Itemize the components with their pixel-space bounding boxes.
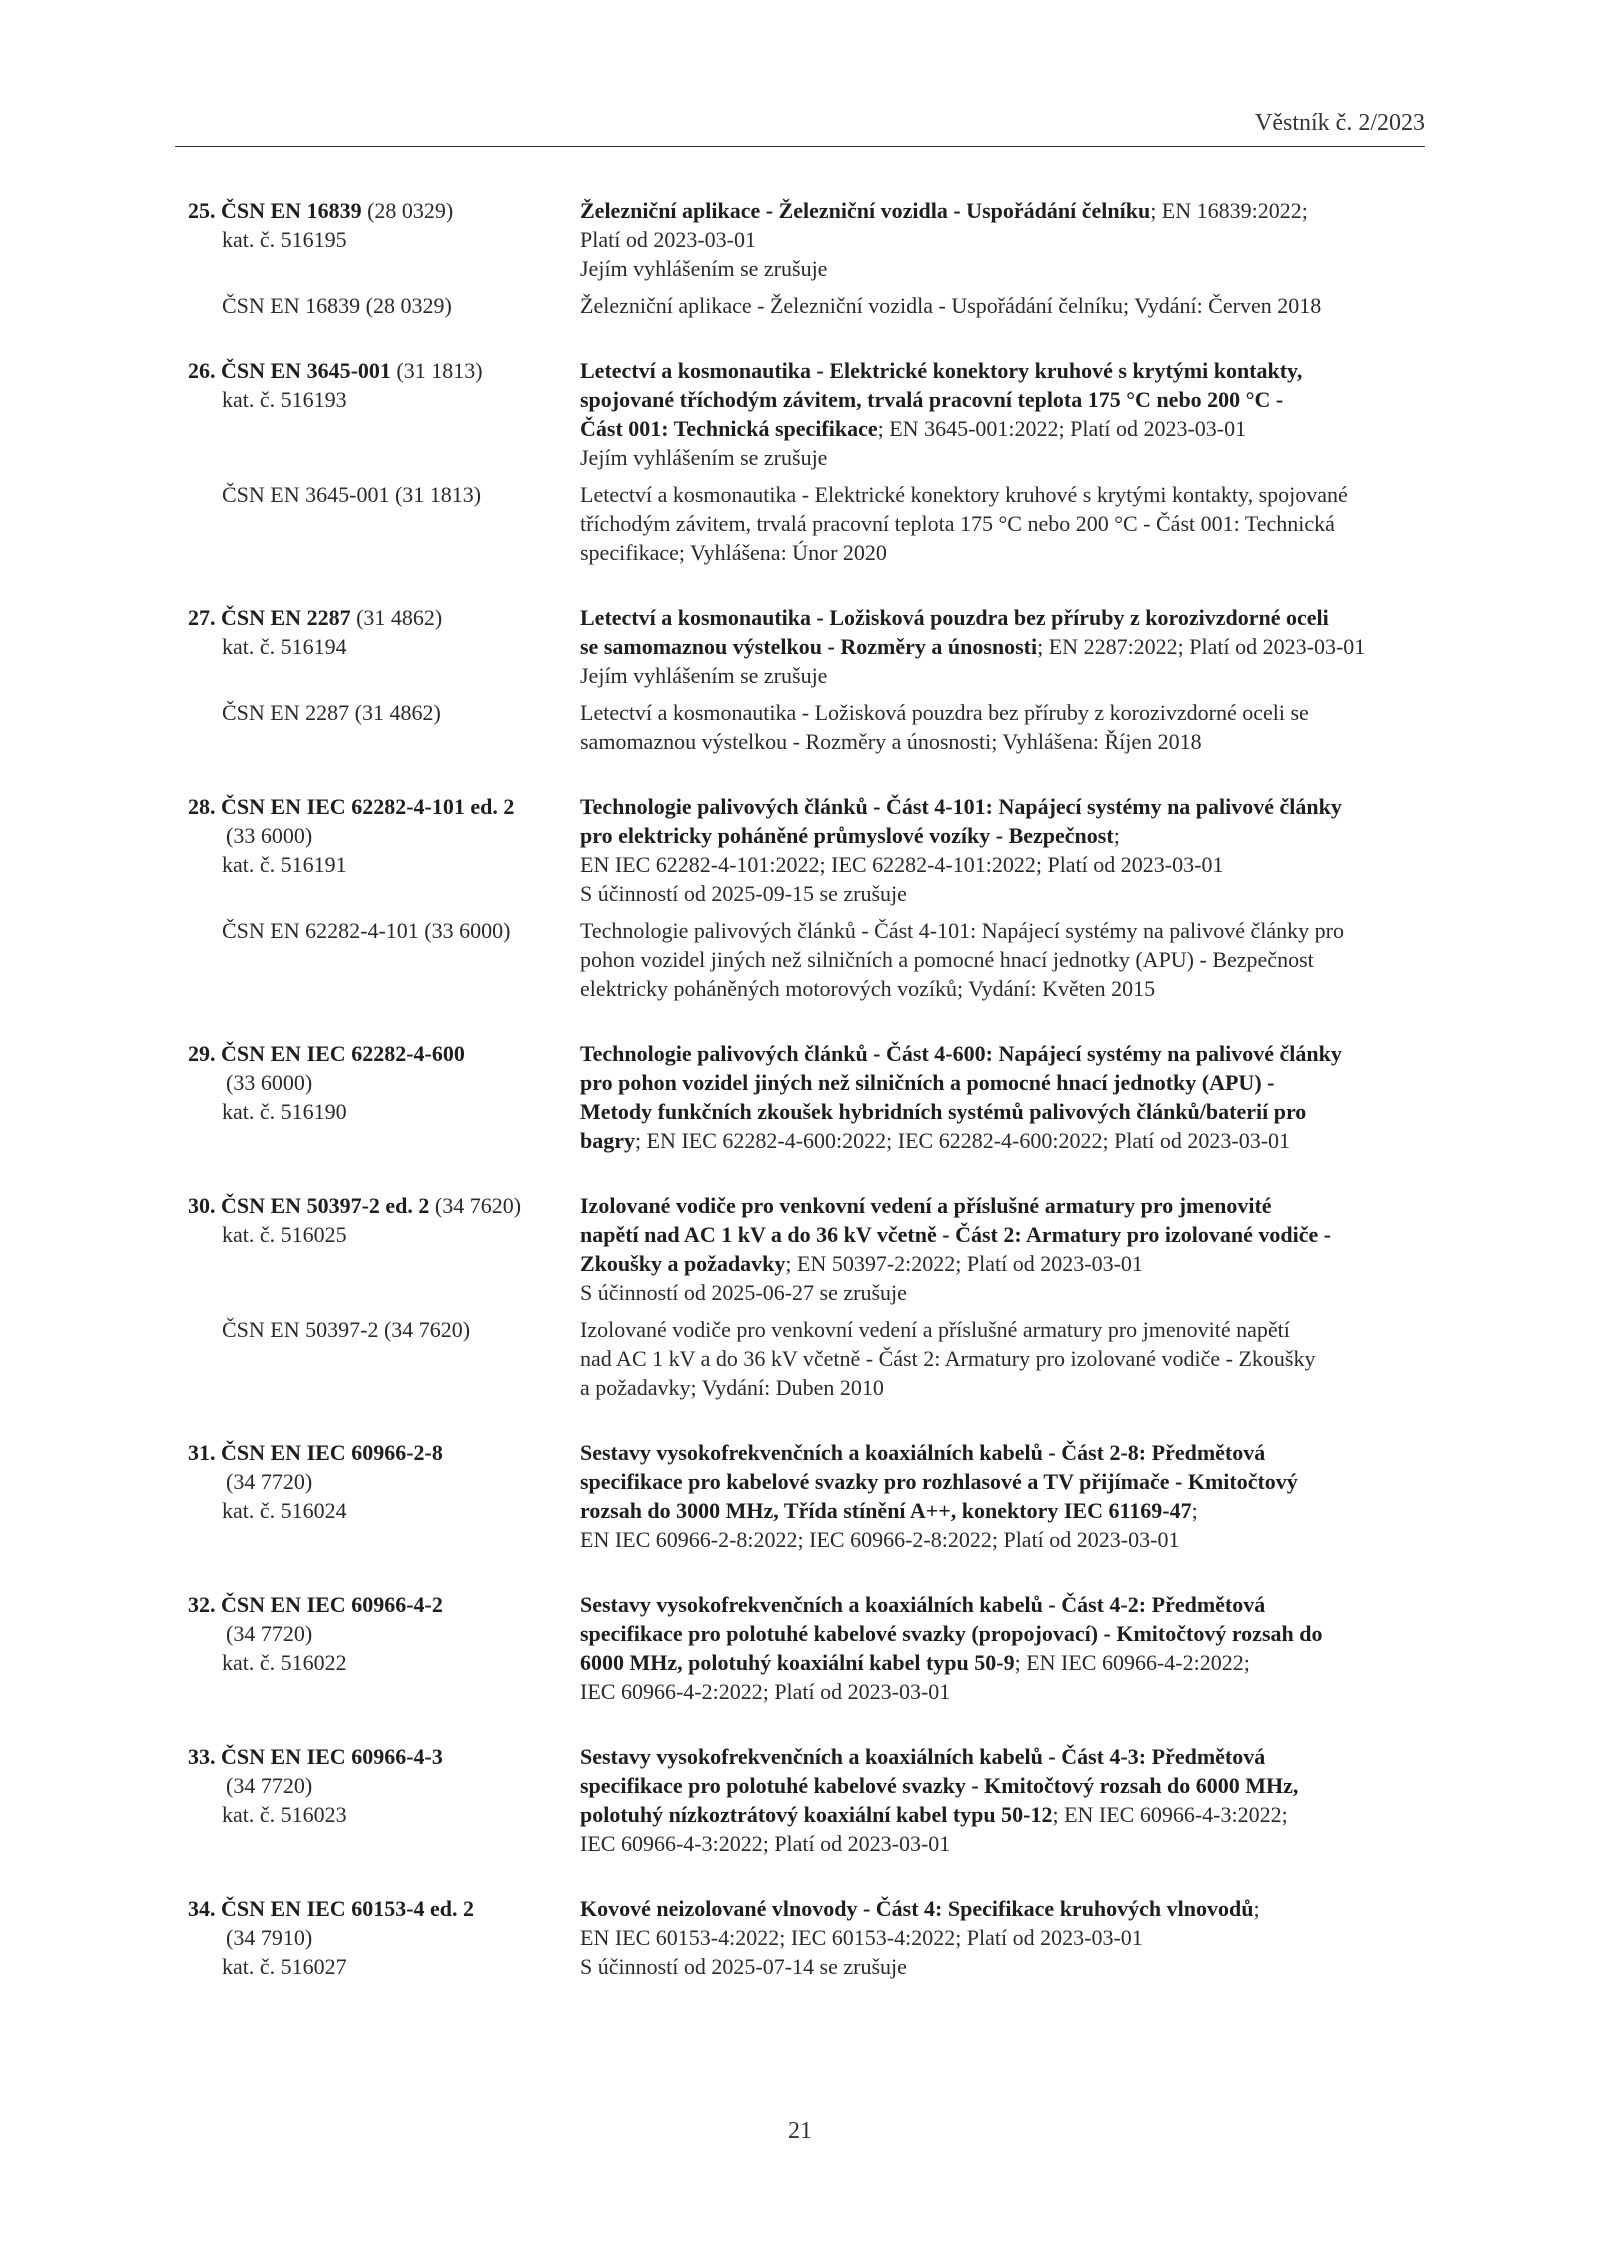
- standard-title: Letectví a kosmonautika - Elektrické konektory kruhové s krytými kontakty,: [580, 358, 1303, 383]
- standard-row: [188, 196, 1438, 283]
- class-number: (31 1813): [390, 358, 483, 383]
- catalog-number: kat. č. 516023: [222, 1802, 347, 1827]
- standard-reference: ; EN IEC 60966-4-2:2022;: [1014, 1650, 1250, 1675]
- standard-entry: [188, 1590, 1438, 1706]
- standard-code: ČSN EN 2287: [221, 605, 351, 630]
- superseded-line: pohon vozidel jiných než silničních a pomocné hnací jednotky (APU) - Bezpečnost: [580, 947, 1314, 972]
- superseded-description: [580, 916, 1438, 1003]
- standard-code: ČSN EN IEC 60153-4 ed. 2: [221, 1896, 475, 1921]
- entry-number: 28.: [188, 794, 216, 819]
- title-line: [580, 356, 1438, 385]
- standard-title: 6000 MHz, polotuhý koaxiální kabel typu 50-9: [580, 1650, 1015, 1675]
- standard-description: [580, 792, 1438, 908]
- superseded-line: tříchodým závitem, trvalá pracovní teplota 175 °C nebo 200 °C - Část 001: Technická: [580, 511, 1335, 536]
- superseded-row: [188, 698, 1438, 756]
- standard-code-line: [188, 1039, 580, 1068]
- superseded-id-column: [188, 1315, 580, 1402]
- standard-code: ČSN EN 50397-2 ed. 2: [221, 1193, 430, 1218]
- standard-title: specifikace pro polotuhé kabelové svazky - Kmitočtový rozsah do 6000 MHz,: [580, 1773, 1299, 1798]
- standard-title: Izolované vodiče pro venkovní vedení a příslušné armatury pro jmenovité: [580, 1193, 1272, 1218]
- title-line: [580, 1097, 1438, 1126]
- standard-title: se samomaznou výstelkou - Rozměry a únosnosti: [580, 634, 1038, 659]
- standard-title: rozsah do 3000 MHz, Třída stínění A++, konektory IEC 61169-47: [580, 1498, 1192, 1523]
- standard-reference: ;: [1113, 823, 1120, 848]
- standard-title: Letectví a kosmonautika - Ložisková pouzdra bez příruby z korozivzdorné oceli: [580, 605, 1329, 630]
- superseded-code: ČSN EN 50397-2 (34 7620): [222, 1317, 471, 1342]
- standard-title: specifikace pro kabelové svazky pro rozhlasové a TV přijímače - Kmitočtový: [580, 1469, 1298, 1494]
- title-line: [580, 1068, 1438, 1097]
- class-number: (33 6000): [226, 1070, 313, 1095]
- detail-line: EN IEC 60966-2-8:2022; IEC 60966-2-8:2022; Platí od 2023-03-01: [580, 1527, 1180, 1552]
- superseded-id-column: [188, 480, 580, 567]
- superseded-code: ČSN EN 3645-001 (31 1813): [222, 482, 482, 507]
- standard-id-column: [188, 196, 580, 283]
- standard-entry: [188, 792, 1438, 1003]
- standard-reference: ; EN IEC 60966-4-3:2022;: [1052, 1802, 1288, 1827]
- detail-line: Jejím vyhlášením se zrušuje: [580, 256, 828, 281]
- detail-line: S účinností od 2025-09-15 se zrušuje: [580, 881, 907, 906]
- catalog-number: kat. č. 516025: [222, 1222, 347, 1247]
- standard-row: [188, 1894, 1438, 1981]
- title-line: [580, 1771, 1438, 1800]
- standards-list: [188, 196, 1438, 2017]
- title-line: [580, 1039, 1438, 1068]
- superseded-line: samomaznou výstelkou - Rozměry a únosnosti; Vyhlášena: Říjen 2018: [580, 729, 1202, 754]
- entry-number: 29.: [188, 1041, 216, 1066]
- title-line: [580, 632, 1438, 661]
- standard-row: [188, 1039, 1438, 1155]
- standard-description: [580, 1894, 1438, 1981]
- class-number: (33 6000): [226, 823, 313, 848]
- standard-id-column: [188, 603, 580, 690]
- standard-entry: [188, 603, 1438, 756]
- superseded-line: Letectví a kosmonautika - Elektrické konektory kruhové s krytými kontakty, spojované: [580, 482, 1348, 507]
- standard-row: [188, 1191, 1438, 1307]
- superseded-id-column: [188, 916, 580, 1003]
- superseded-description: [580, 1315, 1438, 1402]
- detail-line: EN IEC 62282-4-101:2022; IEC 62282-4-101:2022; Platí od 2023-03-01: [580, 852, 1224, 877]
- superseded-line: Letectví a kosmonautika - Ložisková pouzdra bez příruby z korozivzdorné oceli se: [580, 700, 1309, 725]
- standard-id-column: [188, 1742, 580, 1858]
- superseded-line: Technologie palivových článků - Část 4-101: Napájecí systémy na palivové články pro: [580, 918, 1344, 943]
- detail-line: EN IEC 60153-4:2022; IEC 60153-4:2022; Platí od 2023-03-01: [580, 1925, 1143, 1950]
- class-number: (31 4862): [350, 605, 443, 630]
- standard-description: [580, 603, 1438, 690]
- entry-number: 30.: [188, 1193, 216, 1218]
- superseded-line: a požadavky; Vydání: Duben 2010: [580, 1375, 884, 1400]
- detail-line: S účinností od 2025-07-14 se zrušuje: [580, 1954, 907, 1979]
- standard-title: Sestavy vysokofrekvenčních a koaxiálních kabelů - Část 4-2: Předmětová: [580, 1592, 1266, 1617]
- entry-number: 27.: [188, 605, 216, 630]
- detail-line: Jejím vyhlášením se zrušuje: [580, 663, 828, 688]
- journal-title: Věstník č. 2/2023: [1255, 110, 1425, 136]
- title-line: [580, 1648, 1438, 1677]
- catalog-number: kat. č. 516022: [222, 1650, 347, 1675]
- entry-number: 26.: [188, 358, 216, 383]
- standard-code: ČSN EN IEC 60966-4-2: [221, 1592, 443, 1617]
- page-header: [175, 110, 1425, 147]
- standard-title: pro elektricky poháněné průmyslové vozíky - Bezpečnost: [580, 823, 1114, 848]
- standard-row: [188, 1590, 1438, 1706]
- catalog-number: kat. č. 516194: [222, 634, 347, 659]
- standard-reference: ; EN 16839:2022;: [1150, 198, 1308, 223]
- superseded-line: specifikace; Vyhlášena: Únor 2020: [580, 540, 887, 565]
- standard-entry: [188, 356, 1438, 567]
- standard-title: polotuhý nízkoztrátový koaxiální kabel typu 50-12: [580, 1802, 1053, 1827]
- title-line: [580, 1249, 1438, 1278]
- standard-code: ČSN EN IEC 60966-4-3: [221, 1744, 443, 1769]
- title-line: [580, 1191, 1438, 1220]
- standard-code: ČSN EN 3645-001: [221, 358, 391, 383]
- detail-line: IEC 60966-4-2:2022; Platí od 2023-03-01: [580, 1679, 951, 1704]
- entry-number: 25.: [188, 198, 216, 223]
- catalog-number: kat. č. 516191: [222, 852, 347, 877]
- catalog-number: kat. č. 516193: [222, 387, 347, 412]
- standard-title: Kovové neizolované vlnovody - Část 4: Specifikace kruhových vlnovodů: [580, 1896, 1254, 1921]
- superseded-description: [580, 698, 1438, 756]
- standard-title: Technologie palivových článků - Část 4-101: Napájecí systémy na palivové články: [580, 794, 1342, 819]
- standard-code-line: [188, 603, 580, 632]
- standard-code: ČSN EN 16839: [221, 198, 362, 223]
- superseded-id-column: [188, 291, 580, 320]
- catalog-number: kat. č. 516027: [222, 1954, 347, 1979]
- standard-code: ČSN EN IEC 62282-4-101 ed. 2: [221, 794, 515, 819]
- standard-reference: ;: [1191, 1498, 1198, 1523]
- standard-entry: [188, 1438, 1438, 1554]
- catalog-number: kat. č. 516195: [222, 227, 347, 252]
- standard-code: ČSN EN IEC 62282-4-600: [221, 1041, 465, 1066]
- standard-code-line: [188, 1438, 580, 1467]
- standard-id-column: [188, 1191, 580, 1307]
- standard-title: Metody funkčních zkoušek hybridních systémů palivových článků/baterií pro: [580, 1099, 1307, 1124]
- entry-number: 33.: [188, 1744, 216, 1769]
- standard-reference: ;: [1253, 1896, 1260, 1921]
- standard-id-column: [188, 356, 580, 472]
- class-number: (34 7720): [226, 1469, 313, 1494]
- standard-title: Železniční aplikace - Železniční vozidla - Uspořádání čelníku: [580, 198, 1151, 223]
- standard-row: [188, 603, 1438, 690]
- superseded-code: ČSN EN 2287 (31 4862): [222, 700, 441, 725]
- title-line: [580, 603, 1438, 632]
- standard-title: specifikace pro polotuhé kabelové svazky (propojovací) - Kmitočtový rozsah do: [580, 1621, 1323, 1646]
- title-line: [580, 1742, 1438, 1771]
- standard-code-line: [188, 1742, 580, 1771]
- detail-line: IEC 60966-4-3:2022; Platí od 2023-03-01: [580, 1831, 951, 1856]
- standard-id-column: [188, 1039, 580, 1155]
- title-line: [580, 821, 1438, 850]
- title-line: [580, 1220, 1438, 1249]
- standard-id-column: [188, 1438, 580, 1554]
- standard-code-line: [188, 196, 580, 225]
- page-number: 21: [788, 2118, 812, 2144]
- standard-title: bagry: [580, 1128, 635, 1153]
- class-number: (34 7910): [226, 1925, 313, 1950]
- standard-entry: [188, 1894, 1438, 1981]
- standard-entry: [188, 196, 1438, 320]
- title-line: [580, 1894, 1438, 1923]
- entry-number: 31.: [188, 1440, 216, 1465]
- superseded-line: elektricky poháněných motorových vozíků; Vydání: Květen 2015: [580, 976, 1156, 1001]
- title-line: [580, 1126, 1438, 1155]
- class-number: (34 7620): [429, 1193, 522, 1218]
- standard-row: [188, 1742, 1438, 1858]
- standard-entry: [188, 1191, 1438, 1402]
- standard-description: [580, 1191, 1438, 1307]
- class-number: (34 7720): [226, 1621, 313, 1646]
- standard-row: [188, 1438, 1438, 1554]
- standard-title: Zkoušky a požadavky: [580, 1251, 786, 1276]
- superseded-row: [188, 480, 1438, 567]
- standard-reference: ; EN IEC 62282-4-600:2022; IEC 62282-4-600:2022; Platí od 2023-03-01: [635, 1128, 1291, 1153]
- title-line: [580, 414, 1438, 443]
- superseded-row: [188, 916, 1438, 1003]
- title-line: [580, 1619, 1438, 1648]
- standard-entry: [188, 1039, 1438, 1155]
- superseded-line: nad AC 1 kV a do 36 kV včetně - Část 2: Armatury pro izolované vodiče - Zkoušky: [580, 1346, 1316, 1371]
- standard-title: pro pohon vozidel jiných než silničních a pomocné hnací jednotky (APU) -: [580, 1070, 1275, 1095]
- detail-line: Platí od 2023-03-01: [580, 227, 756, 252]
- standard-id-column: [188, 1894, 580, 1981]
- standard-code-line: [188, 792, 580, 821]
- standard-description: [580, 1742, 1438, 1858]
- title-line: [580, 1496, 1438, 1525]
- standard-code-line: [188, 1191, 580, 1220]
- catalog-number: kat. č. 516024: [222, 1498, 347, 1523]
- title-line: [580, 1800, 1438, 1829]
- standard-reference: ; EN 50397-2:2022; Platí od 2023-03-01: [785, 1251, 1143, 1276]
- standard-id-column: [188, 1590, 580, 1706]
- standard-description: [580, 1590, 1438, 1706]
- standard-title: Část 001: Technická specifikace: [580, 416, 878, 441]
- standard-description: [580, 1039, 1438, 1155]
- standard-description: [580, 356, 1438, 472]
- standard-entry: [188, 1742, 1438, 1858]
- catalog-number: kat. č. 516190: [222, 1099, 347, 1124]
- standard-reference: ; EN 2287:2022; Platí od 2023-03-01: [1037, 634, 1366, 659]
- standard-reference: ; EN 3645-001:2022; Platí od 2023-03-01: [877, 416, 1247, 441]
- standard-description: [580, 1438, 1438, 1554]
- superseded-line: Izolované vodiče pro venkovní vedení a příslušné armatury pro jmenovité napětí: [580, 1317, 1290, 1342]
- title-line: [580, 1438, 1438, 1467]
- standard-title: Sestavy vysokofrekvenčních a koaxiálních kabelů - Část 4-3: Předmětová: [580, 1744, 1266, 1769]
- class-number: (34 7720): [226, 1773, 313, 1798]
- superseded-description: [580, 291, 1438, 320]
- title-line: [580, 792, 1438, 821]
- standard-code: ČSN EN IEC 60966-2-8: [221, 1440, 443, 1465]
- superseded-row: [188, 1315, 1438, 1402]
- standard-id-column: [188, 792, 580, 908]
- title-line: [580, 196, 1438, 225]
- standard-code-line: [188, 1590, 580, 1619]
- superseded-description: [580, 480, 1438, 567]
- standard-code-line: [188, 356, 580, 385]
- standard-row: [188, 792, 1438, 908]
- standard-code-line: [188, 1894, 580, 1923]
- title-line: [580, 385, 1438, 414]
- superseded-row: [188, 291, 1438, 320]
- superseded-code: ČSN EN 16839 (28 0329): [222, 293, 452, 318]
- superseded-code: ČSN EN 62282-4-101 (33 6000): [222, 918, 511, 943]
- title-line: [580, 1467, 1438, 1496]
- title-line: [580, 1590, 1438, 1619]
- standard-title: napětí nad AC 1 kV a do 36 kV včetně - Část 2: Armatury pro izolované vodiče -: [580, 1222, 1332, 1247]
- superseded-id-column: [188, 698, 580, 756]
- standard-title: spojované tříchodým závitem, trvalá pracovní teplota 175 °C nebo 200 °C -: [580, 387, 1284, 412]
- standard-row: [188, 356, 1438, 472]
- class-number: (28 0329): [361, 198, 454, 223]
- standard-title: Sestavy vysokofrekvenčních a koaxiálních kabelů - Část 2-8: Předmětová: [580, 1440, 1266, 1465]
- superseded-line: Železniční aplikace - Železniční vozidla - Uspořádání čelníku; Vydání: Červen 2018: [580, 293, 1322, 318]
- detail-line: S účinností od 2025-06-27 se zrušuje: [580, 1280, 907, 1305]
- detail-line: Jejím vyhlášením se zrušuje: [580, 445, 828, 470]
- standard-description: [580, 196, 1438, 283]
- entry-number: 34.: [188, 1896, 216, 1921]
- entry-number: 32.: [188, 1592, 216, 1617]
- standard-title: Technologie palivových článků - Část 4-600: Napájecí systémy na palivové články: [580, 1041, 1342, 1066]
